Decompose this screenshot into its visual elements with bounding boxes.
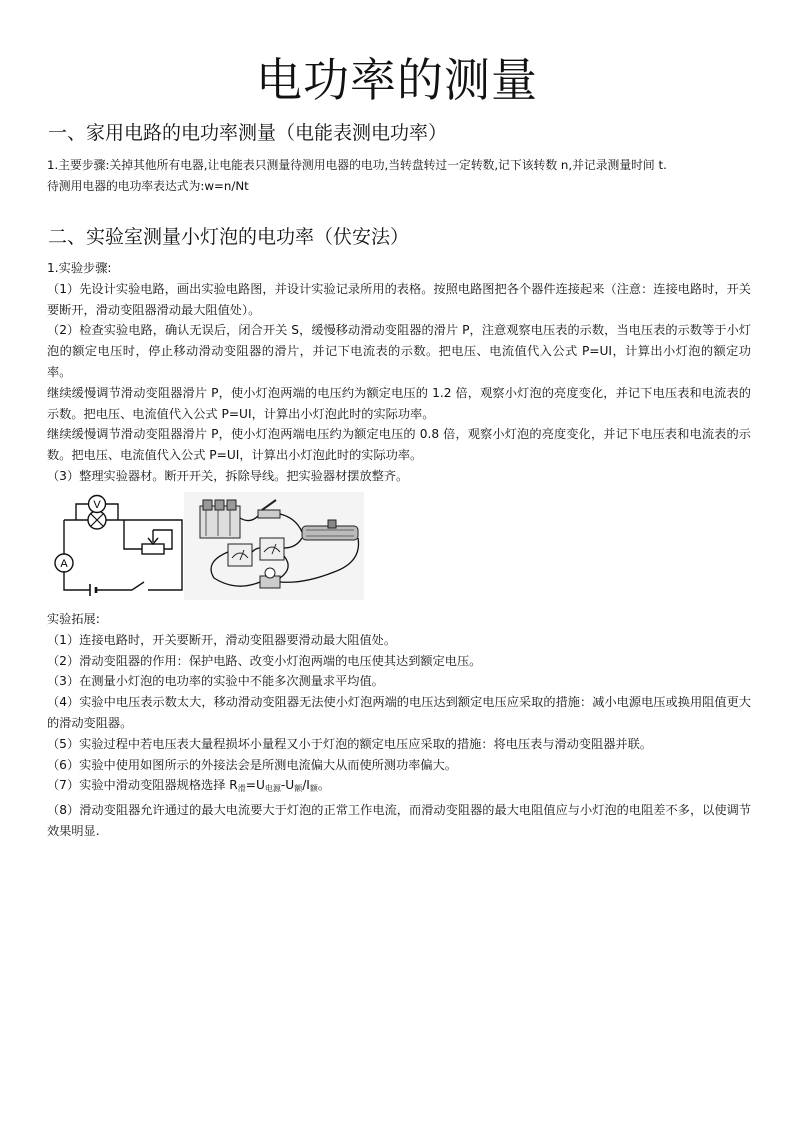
section1-heading: 一、家用电路的电功率测量（电能表测电功率）: [48, 122, 448, 144]
step-2b: 继续缓慢调节滑动变阻器滑片 P，使小灯泡两端的电压约为额定电压的 1.2 倍，观察小灯泡的亮度变化，并记下电压表和电流表的示数。把电压、电流值代入公式 P=UI，计算出小灯泡此时的实际功率。: [47, 385, 751, 421]
section2-body: [47, 258, 751, 487]
step-2c: 继续缓慢调节滑动变阻器滑片 P，使小灯泡两端电压约为额定电压的 0.8 倍，观察小灯泡的亮度变化，并记下电压表和电流表的示数。把电压、电流值代入公式 P=UI，计算出小灯泡此时的实际功率。: [47, 427, 751, 463]
section1-step1: 1.主要步骤:关掉其他所有电器,让电能表只测量待测用电器的电功,当转盘转过一定转数,记下该转数 n,并记录测量时间 t.: [47, 158, 667, 172]
extension-item-1: （1）连接电路时，开关要断开，滑动变阻器要滑动最大阻值处。: [47, 632, 397, 647]
step-3: （3）整理实验器材。断开开关，拆除导线。把实验器材摆放整齐。: [47, 468, 409, 483]
extension-item-4: （4）实验中电压表示数太大，移动滑动变阻器无法使小灯泡两端的电压达到额定电压应采取的措施：减小电源电压或换用阻值更大的滑动变阻器。: [47, 695, 751, 730]
rheostat-left-wire: [124, 520, 142, 549]
extension-item-6: （6）实验中使用如图所示的外接法会是所测电流偏大从而使所测功率偏大。: [47, 757, 457, 772]
extension-item-3: （3）在测量小灯泡的电功率的实验中不能多次测量求平均值。: [47, 674, 384, 689]
section1-formula: 待测用电器的电功率表达式为:w=n/Nt: [47, 178, 249, 193]
voltmeter-label: V: [93, 499, 101, 511]
voltmeter-branch-right: [106, 504, 118, 520]
extension-item-5: （5）实验过程中若电压表大量程损坏小量程又小于灯泡的额定电压应采取的措施：将电压表与滑动变阻器并联。: [47, 736, 652, 751]
circuit-wire-bottom-left: [64, 572, 86, 590]
steps-label: 1.实验步骤:: [47, 261, 112, 275]
extension-item-7: （7）实验中滑动变阻器规格选择 $R_滑=U_{电源}-U_额/I_额$。: [47, 778, 331, 794]
step-1: （1）先设计实验电路，画出实验电路图，并设计实验记录所用的表格。按照电路图把各个器件连接起来（注意：连接电路时，开关要断开，滑动变阻器滑动最大阻值处）。: [47, 281, 751, 317]
voltmeter-device-icon: [260, 538, 284, 560]
battery-box-icon: [200, 500, 240, 538]
extension-label: 实验拓展:: [47, 612, 100, 626]
switch-blade: [132, 582, 144, 590]
ammeter-label: A: [60, 558, 68, 570]
section1-body: [47, 155, 751, 197]
ammeter-device-icon: [228, 544, 252, 566]
extension-block: [47, 609, 751, 842]
rheostat-body: [142, 544, 164, 554]
circuit-schematic: [44, 492, 186, 602]
apparatus-illustration: [184, 492, 364, 600]
voltmeter-branch-left: [76, 504, 88, 520]
page-title: 电功率的测量: [256, 53, 538, 107]
extension-item-2: （2）滑动变阻器的作用：保护电路、改变小灯泡两端的电压使其达到额定电压。: [47, 653, 482, 668]
section2-heading: 二、实验室测量小灯泡的电功率（伏安法）: [48, 226, 410, 248]
extension-item-8: （8）滑动变阻器允许通过的最大电流要大于灯泡的正常工作电流，而滑动变阻器的最大电阻值应与小灯泡的电阻差不多，以使调节效果明显.: [47, 803, 751, 838]
step-2: （2）检查实验电路，确认无误后，闭合开关 S，缓慢移动滑动变阻器的滑片 P，注意观察电压表的示数，当电压表的示数等于小灯泡的额定电压时，停止移动滑动变阻器的滑片，并记下电流表的示数。把电压、电流值代入公式 P=UI，计算出小灯泡的额定功率。: [47, 323, 751, 379]
